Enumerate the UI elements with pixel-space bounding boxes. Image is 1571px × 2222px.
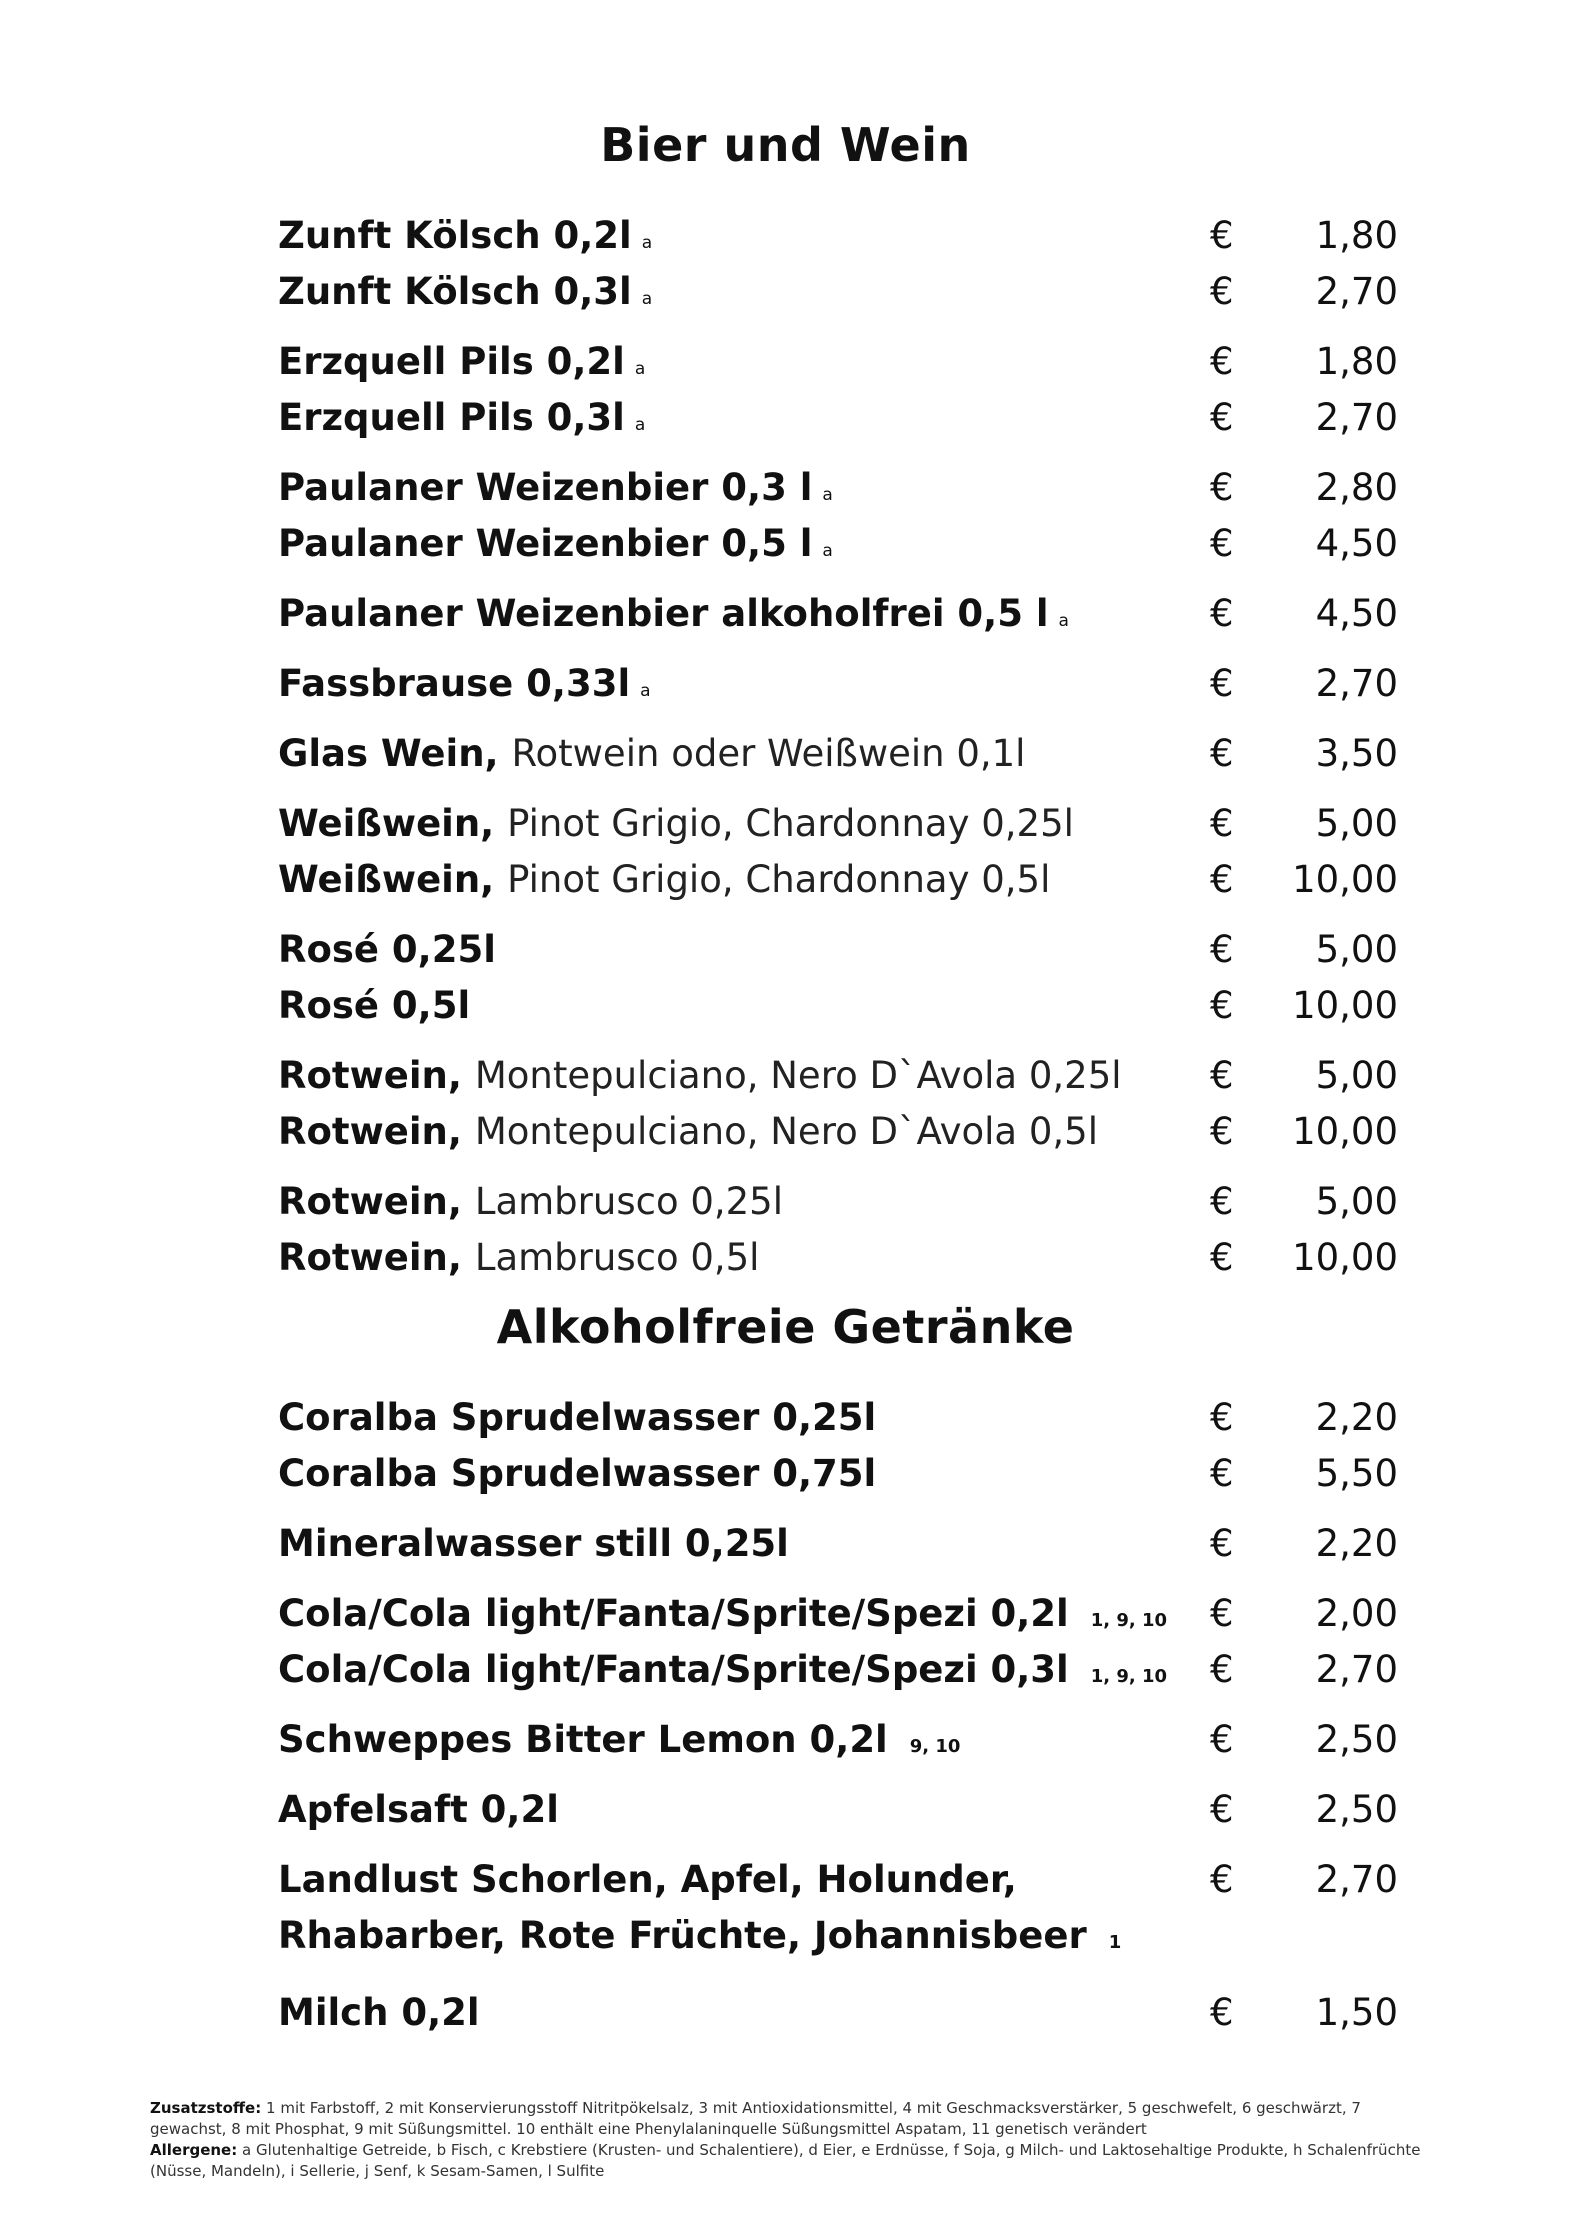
menu-group	[278, 1852, 1398, 1971]
item-description: Montepulciano, Nero D`Avola 0,5l	[474, 1110, 1098, 1153]
item-name	[278, 1592, 1167, 1635]
item-name-text: Fassbrause 0,33l	[278, 662, 631, 705]
menu-group	[278, 726, 1398, 782]
item-name	[278, 928, 496, 971]
menu-group	[278, 922, 1398, 1034]
item-name-text: Rotwein,	[278, 1110, 462, 1153]
item-price: 5,00	[1315, 802, 1398, 845]
menu-item-row	[278, 1390, 1398, 1446]
menu-list-bier-und-wein	[278, 208, 1398, 1300]
item-price: 10,00	[1292, 1110, 1398, 1153]
menu-group	[278, 796, 1398, 908]
menu-item-row	[278, 1852, 1398, 1971]
item-name-text: Coralba Sprudelwasser 0,75l	[278, 1452, 877, 1495]
item-price: 5,00	[1315, 928, 1398, 971]
item-name-text: Rotwein,	[278, 1236, 462, 1279]
currency-symbol: €	[1210, 1648, 1234, 1691]
item-name	[278, 662, 651, 705]
item-name-text: Coralba Sprudelwasser 0,25l	[278, 1396, 877, 1439]
menu-group	[278, 1390, 1398, 1502]
currency-symbol: €	[1210, 928, 1234, 971]
allergen-marker: a	[822, 541, 833, 561]
item-price: 2,20	[1315, 1396, 1398, 1439]
menu-item-row	[278, 1985, 1398, 2041]
item-price: 1,50	[1315, 1991, 1398, 2034]
item-name-text: Mineralwasser still 0,25l	[278, 1522, 789, 1565]
additive-marker: 1, 9, 10	[1090, 1666, 1168, 1687]
item-price: 2,80	[1315, 466, 1398, 509]
legend-footer	[150, 2098, 1430, 2182]
menu-list-alkoholfreie-getraenke	[278, 1390, 1398, 2055]
currency-symbol: €	[1210, 1858, 1234, 1901]
currency-symbol: €	[1210, 858, 1234, 901]
allergen-marker: a	[634, 359, 646, 379]
menu-item-row	[278, 1230, 1398, 1286]
item-price: 5,50	[1315, 1452, 1398, 1495]
menu-group	[278, 208, 1398, 320]
item-name	[278, 1788, 559, 1831]
currency-symbol: €	[1210, 270, 1234, 313]
item-name-text: Zunft Kölsch 0,3l	[278, 270, 632, 313]
item-description: Lambrusco 0,5l	[474, 1236, 760, 1279]
currency-symbol: €	[1210, 1788, 1234, 1831]
item-name	[278, 1054, 1122, 1097]
currency-symbol: €	[1210, 1236, 1234, 1279]
item-name-text: Landlust Schorlen, Apfel, Holunder, Rhabarber, Rote Früchte, Johannisbeer	[278, 1858, 1087, 1957]
item-name	[278, 1236, 759, 1279]
menu-item-row	[278, 1048, 1398, 1104]
item-name-text: Weißwein,	[278, 858, 495, 901]
item-price: 1,80	[1315, 214, 1398, 257]
menu-item-row	[278, 1174, 1398, 1230]
item-name-text: Glas Wein,	[278, 732, 499, 775]
menu-group	[278, 1516, 1398, 1572]
currency-symbol: €	[1210, 1180, 1234, 1223]
currency-symbol: €	[1210, 1054, 1234, 1097]
allergen-marker: a	[634, 415, 646, 435]
additives-text: 1 mit Farbstoff, 2 mit Konservierungsstoff Nitritpökelsalz, 3 mit Antioxidationsmittel, 4 mit Geschmacksverstärker, 5 geschwefelt, 6 geschwärzt, 7 gewachst, 8 mit Phosphat, 9 mit Süßungsmittel. 10 enthält eine Phenylalaninquelle Süßungsmittel Aspatam, 11 genetisch verändert	[150, 2099, 1361, 2138]
item-name	[278, 1648, 1167, 1691]
item-price: 1,80	[1315, 340, 1398, 383]
menu-group	[278, 1985, 1398, 2041]
allergen-marker: a	[822, 485, 833, 505]
item-name	[278, 1396, 876, 1439]
item-name	[278, 1180, 783, 1223]
item-name	[278, 1110, 1098, 1153]
section-title-bier-und-wein: Bier und Wein	[600, 118, 971, 172]
additive-marker: 1, 9, 10	[1090, 1610, 1168, 1631]
item-name	[278, 466, 833, 509]
item-price: 5,00	[1315, 1054, 1398, 1097]
item-name-text: Cola/Cola light/Fanta/Sprite/Spezi 0,3l	[278, 1648, 1069, 1691]
item-name-text: Weißwein,	[278, 802, 495, 845]
menu-item-row	[278, 1642, 1398, 1698]
currency-symbol: €	[1210, 1522, 1234, 1565]
item-description: Montepulciano, Nero D`Avola 0,25l	[474, 1054, 1122, 1097]
item-price: 10,00	[1292, 1236, 1398, 1279]
menu-group	[278, 656, 1398, 712]
menu-item-row	[278, 1104, 1398, 1160]
additive-marker: 1	[1108, 1932, 1122, 1953]
menu-item-row	[278, 460, 1398, 516]
item-description: Pinot Grigio, Chardonnay 0,25l	[507, 802, 1074, 845]
item-name-text: Paulaner Weizenbier 0,5 l	[278, 522, 813, 565]
menu-item-row	[278, 852, 1398, 908]
menu-item-row	[278, 1586, 1398, 1642]
item-price: 5,00	[1315, 1180, 1398, 1223]
menu-group	[278, 1586, 1398, 1698]
currency-symbol: €	[1210, 1110, 1234, 1153]
item-name	[278, 858, 1050, 901]
item-name	[278, 984, 470, 1027]
menu-group	[278, 334, 1398, 446]
currency-symbol: €	[1210, 1396, 1234, 1439]
additive-marker: 9, 10	[909, 1736, 961, 1757]
currency-symbol: €	[1210, 522, 1234, 565]
item-name-text: Erzquell Pils 0,2l	[278, 340, 625, 383]
item-price: 3,50	[1315, 732, 1398, 775]
menu-item-row	[278, 516, 1398, 572]
menu-item-row	[278, 390, 1398, 446]
item-name	[278, 522, 833, 565]
currency-symbol: €	[1210, 984, 1234, 1027]
currency-symbol: €	[1210, 1592, 1234, 1635]
item-name	[278, 592, 1069, 635]
allergens-legend	[150, 2140, 1430, 2182]
item-price: 4,50	[1315, 522, 1398, 565]
currency-symbol: €	[1210, 396, 1234, 439]
allergens-text: a Glutenhaltige Getreide, b Fisch, c Krebstiere (Krusten- und Schalentiere), d Eier, e Erdnüsse, f Soja, g Milch- und Laktosehaltige Produkte, h Schalenfrüchte (Nüsse, Mandeln), i Sellerie, j Senf, k Sesam-Samen, l Sulfite	[150, 2141, 1421, 2180]
item-price: 2,70	[1315, 1858, 1398, 1901]
menu-item-row	[278, 1712, 1398, 1768]
item-name-text: Zunft Kölsch 0,2l	[278, 214, 632, 257]
item-name	[278, 396, 645, 439]
item-price: 2,70	[1315, 396, 1398, 439]
item-price: 2,70	[1315, 270, 1398, 313]
menu-group	[278, 1712, 1398, 1768]
item-price: 10,00	[1292, 984, 1398, 1027]
item-name-text: Milch 0,2l	[278, 1991, 480, 2034]
item-name	[278, 1991, 480, 2034]
allergen-marker: a	[1058, 611, 1069, 631]
item-name	[278, 802, 1074, 845]
item-name-text: Rosé 0,25l	[278, 928, 496, 971]
item-name	[278, 732, 1025, 775]
item-name	[278, 1522, 789, 1565]
item-name	[278, 270, 652, 313]
item-price: 2,00	[1315, 1592, 1398, 1635]
item-description: Pinot Grigio, Chardonnay 0,5l	[507, 858, 1051, 901]
item-name-text: Rosé 0,5l	[278, 984, 471, 1027]
item-price: 4,50	[1315, 592, 1398, 635]
item-name-text: Erzquell Pils 0,3l	[278, 396, 625, 439]
allergen-marker: a	[641, 289, 653, 309]
item-name-text: Paulaner Weizenbier alkoholfrei 0,5 l	[278, 592, 1049, 635]
menu-item-row	[278, 334, 1398, 390]
allergens-label: Allergene:	[150, 2141, 238, 2159]
item-name	[278, 1852, 1178, 1971]
item-price: 2,70	[1315, 1648, 1398, 1691]
menu-item-row	[278, 922, 1398, 978]
menu-item-row	[278, 1782, 1398, 1838]
section-title-alkoholfreie-getraenke: Alkoholfreie Getränke	[496, 1300, 1075, 1354]
item-name	[278, 214, 652, 257]
menu-item-row	[278, 1446, 1398, 1502]
currency-symbol: €	[1210, 1718, 1234, 1761]
item-price: 10,00	[1292, 858, 1398, 901]
item-name	[278, 340, 645, 383]
currency-symbol: €	[1210, 732, 1234, 775]
menu-item-row	[278, 656, 1398, 712]
allergen-marker: a	[640, 681, 651, 701]
allergen-marker: a	[641, 233, 653, 253]
currency-symbol: €	[1210, 802, 1234, 845]
menu-group	[278, 1048, 1398, 1160]
item-name-text: Rotwein,	[278, 1180, 462, 1223]
menu-item-row	[278, 1516, 1398, 1572]
item-name-text: Paulaner Weizenbier 0,3 l	[278, 466, 813, 509]
currency-symbol: €	[1210, 592, 1234, 635]
item-price: 2,50	[1315, 1718, 1398, 1761]
menu-item-row	[278, 264, 1398, 320]
item-price: 2,70	[1315, 662, 1398, 705]
menu-item-row	[278, 796, 1398, 852]
item-description: Lambrusco 0,25l	[474, 1180, 784, 1223]
additives-label: Zusatzstoffe:	[150, 2099, 262, 2117]
item-description: Rotwein oder Weißwein 0,1l	[511, 732, 1026, 775]
menu-item-row	[278, 208, 1398, 264]
item-name-text: Cola/Cola light/Fanta/Sprite/Spezi 0,2l	[278, 1592, 1069, 1635]
currency-symbol: €	[1210, 662, 1234, 705]
additives-legend	[150, 2098, 1430, 2140]
currency-symbol: €	[1210, 214, 1234, 257]
item-name-text: Rotwein,	[278, 1054, 462, 1097]
currency-symbol: €	[1210, 1452, 1234, 1495]
menu-group	[278, 586, 1398, 642]
currency-symbol: €	[1210, 340, 1234, 383]
currency-symbol: €	[1210, 466, 1234, 509]
item-name	[278, 1452, 876, 1495]
item-price: 2,50	[1315, 1788, 1398, 1831]
item-price: 2,20	[1315, 1522, 1398, 1565]
item-name-text: Apfelsaft 0,2l	[278, 1788, 559, 1831]
menu-item-row	[278, 978, 1398, 1034]
menu-item-row	[278, 586, 1398, 642]
item-name	[278, 1718, 960, 1761]
menu-group	[278, 460, 1398, 572]
currency-symbol: €	[1210, 1991, 1234, 2034]
menu-group	[278, 1782, 1398, 1838]
menu-item-row	[278, 726, 1398, 782]
item-name-text: Schweppes Bitter Lemon 0,2l	[278, 1718, 888, 1761]
menu-group	[278, 1174, 1398, 1286]
